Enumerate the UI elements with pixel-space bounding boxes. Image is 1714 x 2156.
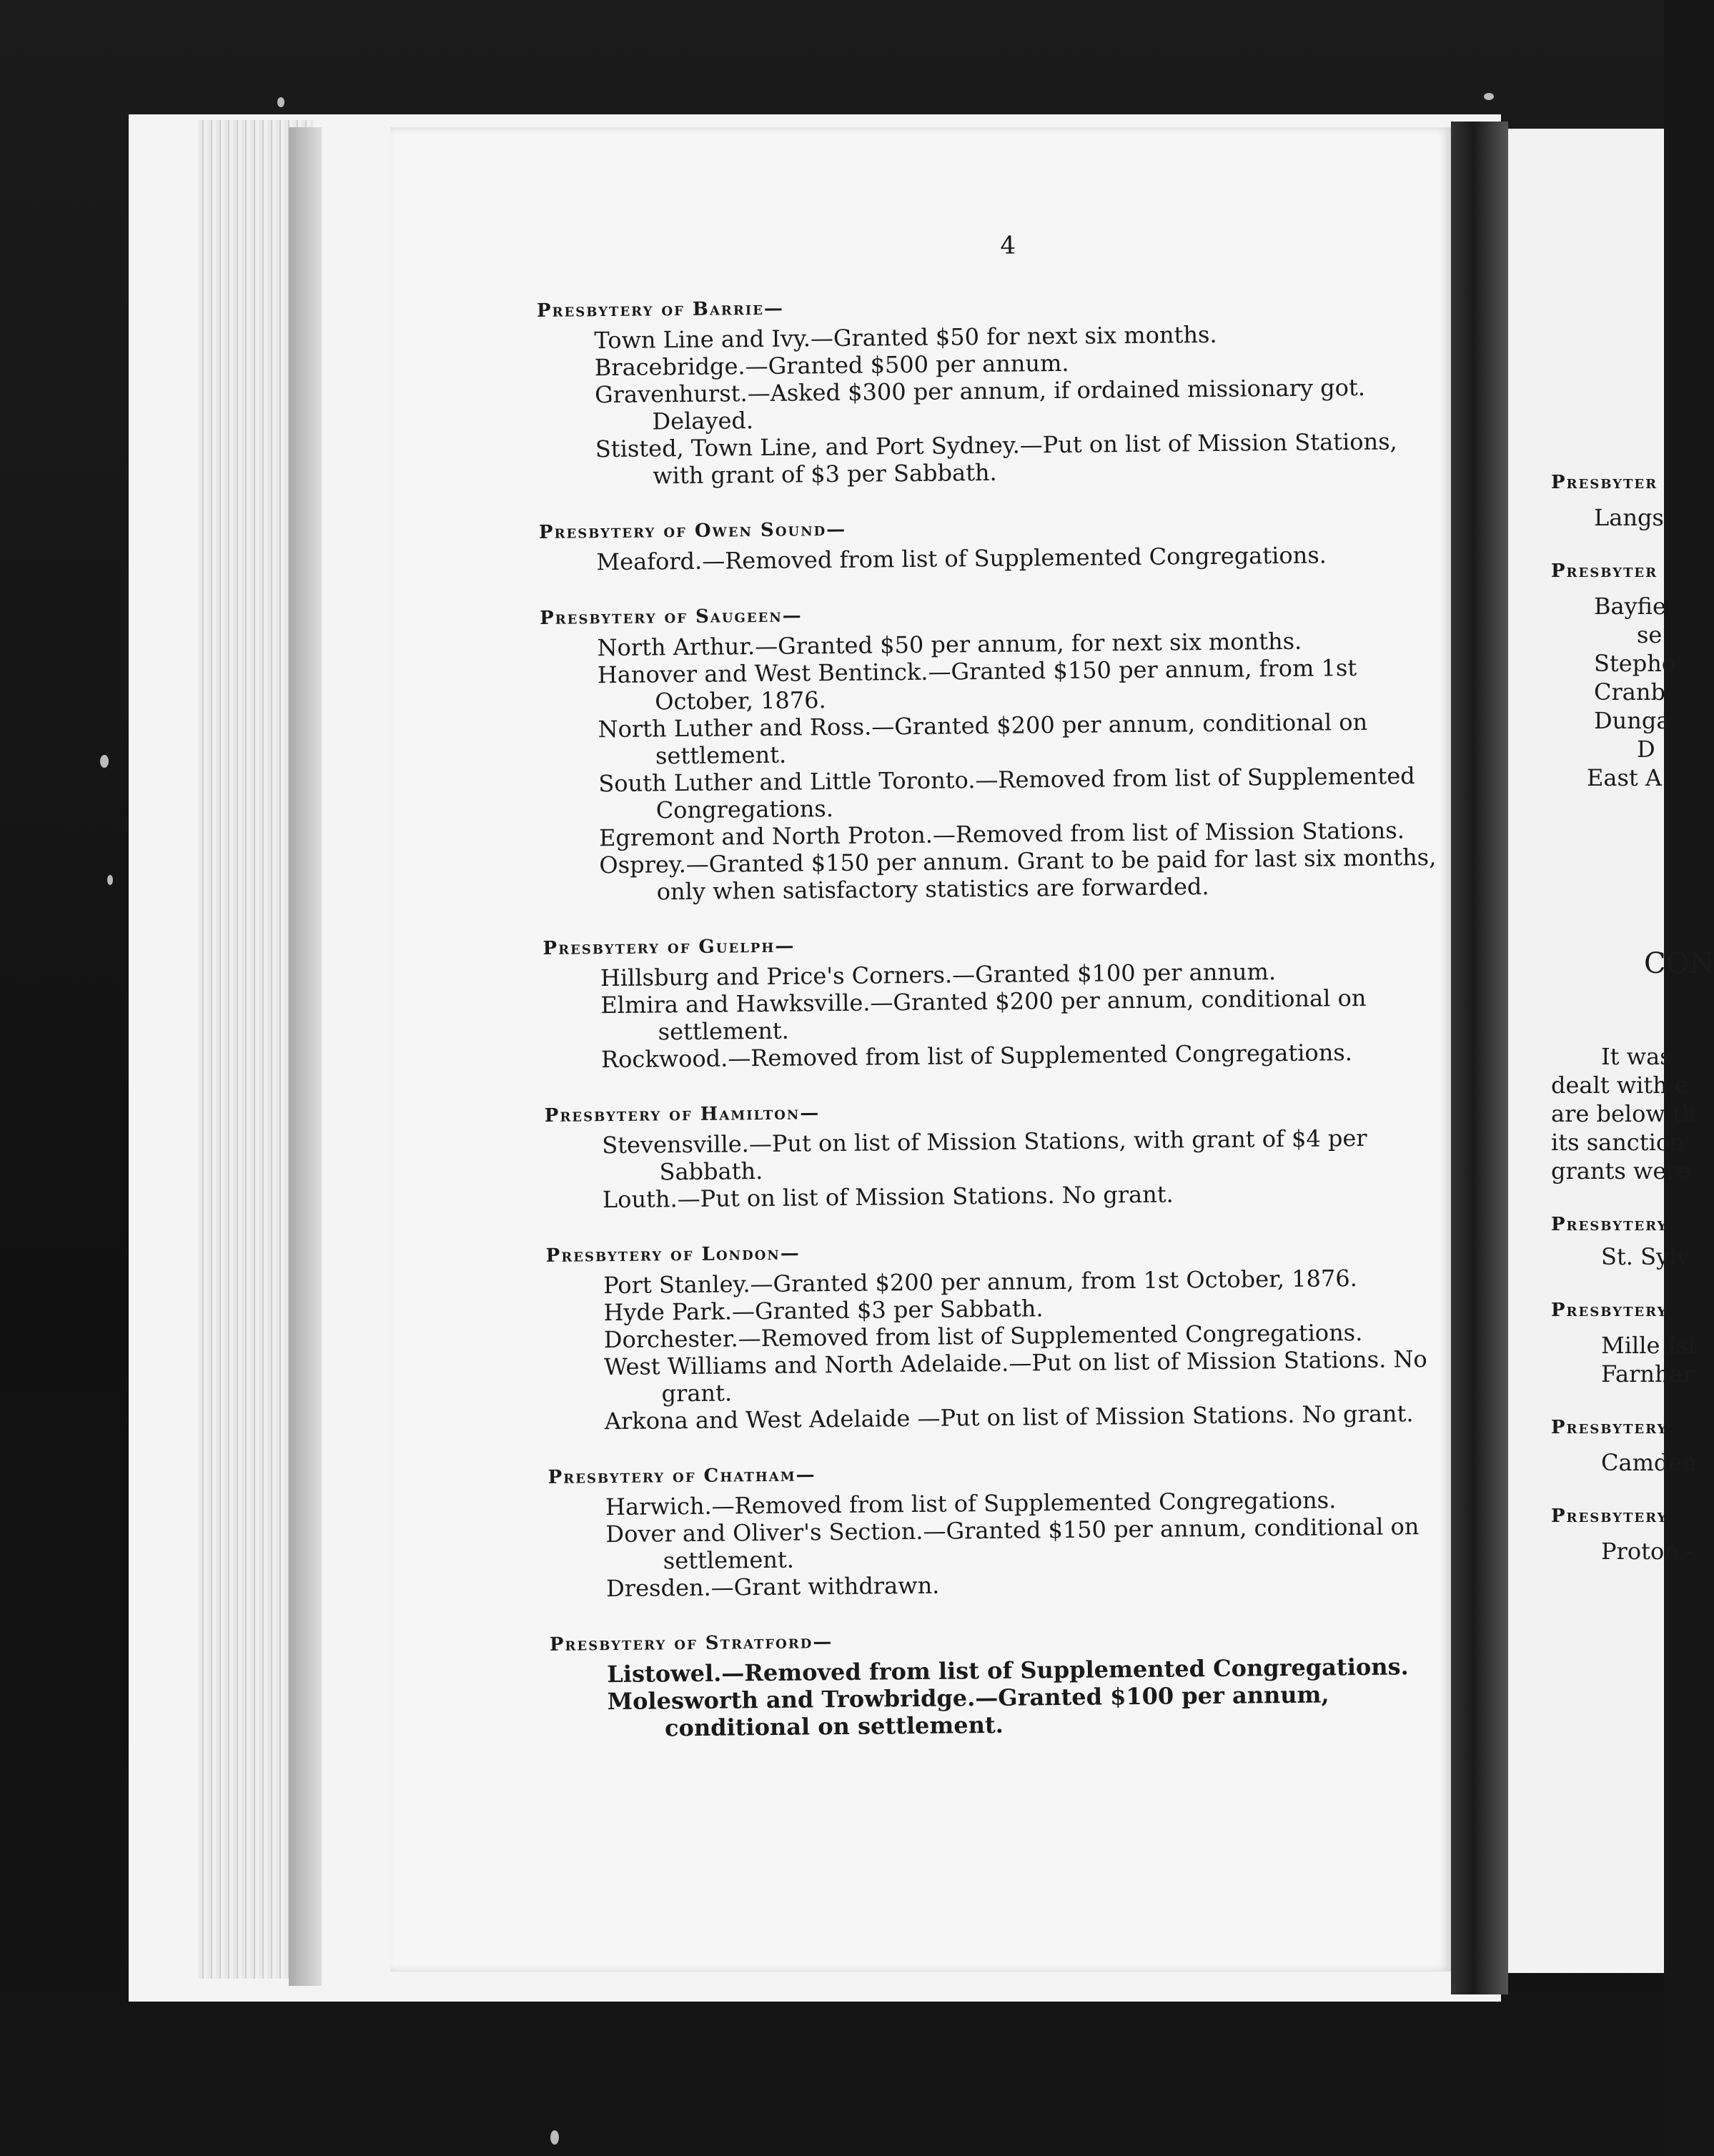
entry: Gravenhurst.—Asked $300 per annum, if ordained missionary got. Delayed. [594, 373, 1366, 435]
right-line: Proton.- [1601, 1538, 1694, 1565]
presbytery-guelph [543, 929, 1445, 1074]
right-line: St. Sylv [1601, 1243, 1690, 1270]
section-heading: Presbytery of Chatham— [548, 1464, 816, 1488]
right-line: are below th [1551, 1100, 1697, 1127]
page-number: 4 [1000, 231, 1016, 260]
entry: Listowel.—Removed from list of Supplemented Congregations. [607, 1653, 1409, 1688]
entry: Town Line and Ivy.—Granted $50 for next six months. [594, 320, 1217, 355]
page-stack-shadow [289, 127, 322, 1986]
entry: Osprey.—Granted $150 per annum. Grant to be paid for last six months, only when satisfactory statistics are forwarded. [599, 843, 1437, 906]
right-line: Mille Isl [1601, 1332, 1695, 1359]
scan-speck [550, 2130, 559, 2145]
entry: Dorchester.—Removed from list of Supplemented Congregations. [603, 1318, 1363, 1354]
right-line: Camden [1601, 1449, 1697, 1476]
presbytery-owen-sound [539, 513, 1440, 576]
page-text [536, 227, 1452, 1774]
entry: Hanover and West Bentinck.—Granted $150 per annum, from 1st October, 1876. [597, 654, 1357, 716]
section-heading: Presbytery of London— [545, 1242, 801, 1267]
right-line: D [1637, 736, 1655, 763]
scan-speck [1484, 93, 1494, 100]
section-heading: Presbytery of Barrie— [536, 297, 785, 322]
entry: South Luther and Little Toronto.—Removed from list of Supplemented Congregations. [598, 762, 1415, 824]
right-heading: Presbytery [1551, 1300, 1668, 1321]
entry: Bracebridge.—Granted $500 per annum. [594, 349, 1069, 382]
entry: Louth.—Put on list of Mission Stations. No grant. [602, 1180, 1174, 1214]
right-page [1508, 129, 1714, 1973]
entry: Dover and Oliver's Section.—Granted $150 per annum, conditional on settlement. [605, 1513, 1420, 1575]
section-heading: Presbytery of Guelph— [543, 935, 796, 959]
right-heading: Presbytery [1551, 1505, 1668, 1527]
entry: North Arthur.—Granted $50 per annum, for next six months. [597, 627, 1302, 662]
entry: Elmira and Hawksville.—Granted $200 per annum, conditional on settlement. [600, 984, 1367, 1046]
entry: Harwich.—Removed from list of Supplemented Congregations. [605, 1486, 1337, 1521]
entry: Arkona and West Adelaide —Put on list of Mission Stations. No grant. [604, 1400, 1414, 1435]
right-line: Farnhar [1601, 1360, 1694, 1388]
presbytery-stratford [550, 1626, 1451, 1743]
right-heading: Presbytery [1551, 1417, 1668, 1438]
entry: Molesworth and Trowbridge.—Granted $100 per annum, conditional on settlement. [607, 1681, 1329, 1742]
right-heading: Presbyter [1551, 472, 1658, 493]
entry: West Williams and North Adelaide.—Put on list of Mission Stations. No grant. [604, 1345, 1427, 1408]
entry: Port Stanley.—Granted $200 per annum, from 1st October, 1876. [603, 1265, 1357, 1300]
scan-speck [107, 875, 113, 885]
book-gutter [1451, 122, 1508, 1994]
right-line: Langs [1594, 504, 1664, 531]
right-line: grants were [1551, 1157, 1691, 1185]
entry: Egremont and North Proton.—Removed from list of Mission Stations. [598, 816, 1405, 852]
presbytery-chatham [548, 1458, 1450, 1603]
presbytery-london [546, 1237, 1448, 1435]
presbytery-saugeen [540, 599, 1443, 906]
section-heading: Presbytery of Hamilton— [544, 1102, 821, 1127]
entry: North Luther and Ross.—Granted $200 per annum, conditional on settlement. [598, 708, 1368, 770]
presbytery-hamilton [545, 1097, 1446, 1214]
section-heading: Presbytery of Owen Sound— [538, 518, 847, 543]
entry: Dresden.—Grant withdrawn. [605, 1571, 940, 1603]
right-heading: Presbyter [1551, 560, 1658, 582]
right-line: East A [1587, 764, 1662, 791]
right-heading: Presbytery [1551, 1214, 1668, 1235]
section-heading: Presbytery of Saugeen— [539, 605, 803, 629]
entry: Rockwood.—Removed from list of Supplemented Congregations. [600, 1039, 1353, 1074]
entry: Hyde Park.—Granted $3 per Sabbath. [603, 1295, 1044, 1327]
entry: Hillsburg and Price's Corners.—Granted $100 per annum. [600, 958, 1277, 992]
right-page-text [1551, 336, 1714, 1566]
right-section-title: CON [1644, 947, 1714, 980]
right-line: Dunga [1594, 707, 1670, 734]
entry: Meaford.—Removed from list of Supplemented Congregations. [596, 541, 1327, 576]
section-heading: Presbytery of Stratford— [549, 1631, 833, 1656]
right-line: Bayfie [1594, 593, 1666, 620]
scan-speck [277, 97, 284, 107]
right-line: Cranb [1594, 678, 1665, 706]
right-line: Stepho [1594, 650, 1676, 677]
right-line: se [1637, 621, 1663, 648]
right-line: dealt with e [1551, 1072, 1688, 1099]
right-line: its sanction [1551, 1129, 1685, 1156]
right-line: It was [1601, 1043, 1672, 1070]
scan-speck [100, 755, 109, 768]
presbytery-barrie [537, 292, 1439, 490]
entry: Stevensville.—Put on list of Mission Stations, with grant of $4 per Sabbath. [602, 1124, 1367, 1186]
entry: Stisted, Town Line, and Port Sydney.—Put on list of Mission Stations, with grant of $3 per Sabbath. [595, 427, 1397, 490]
